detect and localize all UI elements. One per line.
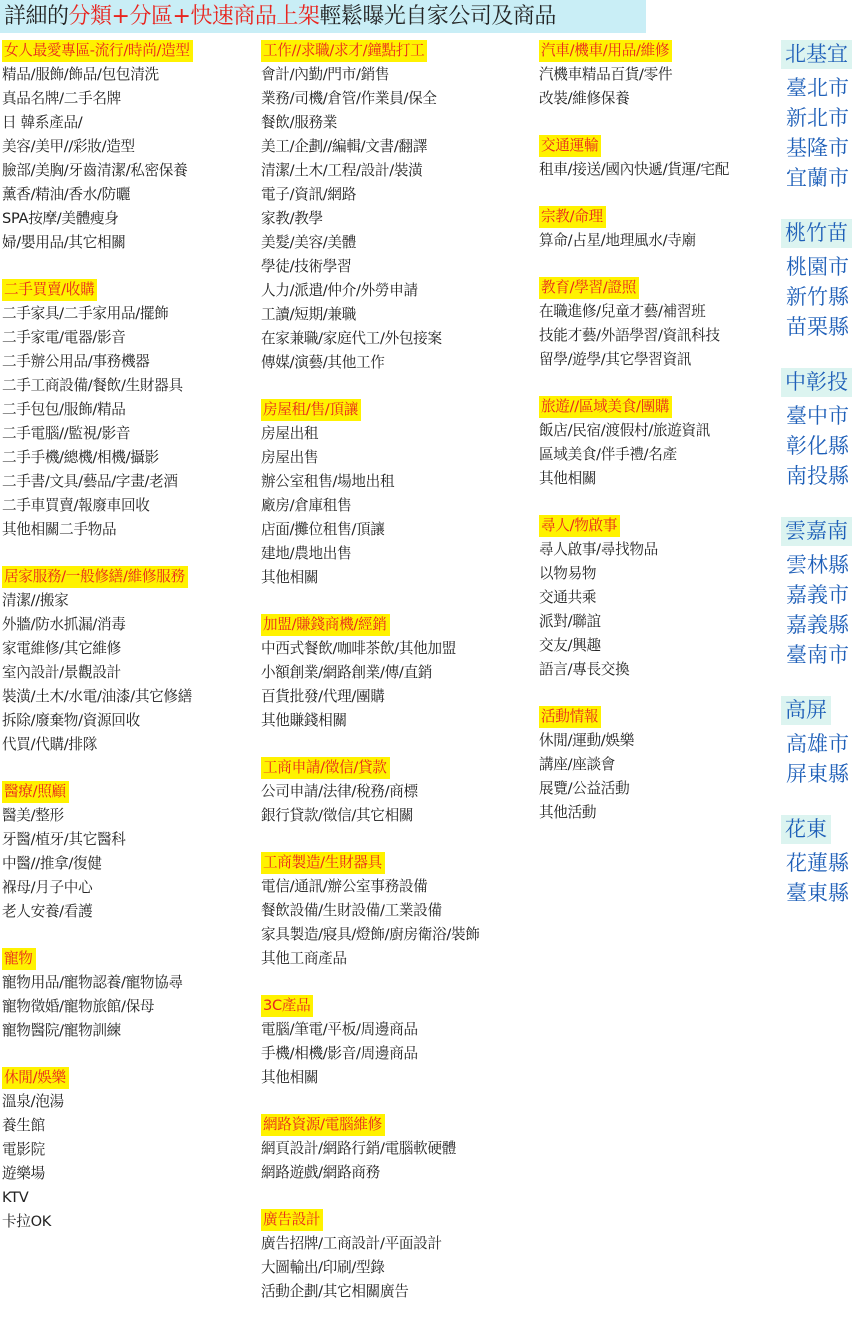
category-column-1 [2, 40, 193, 1258]
subcategory-link[interactable]: 電子/資訊/網路 [261, 186, 356, 203]
category-column-2 [261, 40, 480, 1328]
subcategory-link[interactable]: 其他活動 [539, 804, 597, 821]
subcategory-link[interactable]: 清潔/土木/工程/設計/裝潢 [261, 162, 423, 179]
region-group [781, 368, 852, 491]
region-heading-link[interactable]: 中彰投 [781, 368, 852, 397]
subcategory-link[interactable]: 婦/嬰用品/其它相關 [2, 234, 126, 251]
category-heading-link[interactable]: 寵物 [2, 948, 36, 970]
subcategory-link[interactable]: 寵物徵婚/寵物旅館/保母 [2, 998, 155, 1015]
city-link[interactable]: 臺北市 [786, 76, 849, 100]
category-section [539, 396, 729, 491]
category-section [261, 1114, 480, 1185]
category-section [2, 566, 193, 757]
city-link[interactable]: 花蓮縣 [786, 851, 849, 875]
city-link[interactable]: 彰化縣 [786, 434, 849, 458]
subcategory-link[interactable]: 在職進修/兒童才藝/補習班 [539, 303, 706, 320]
subcategory-link[interactable]: 講座/座談會 [539, 756, 616, 773]
city-link[interactable]: 南投縣 [786, 464, 849, 488]
region-heading-link[interactable]: 桃竹苗 [781, 219, 852, 248]
category-section [2, 781, 193, 924]
subcategory-link[interactable]: 餐飲/服務業 [261, 114, 338, 131]
category-section [261, 40, 480, 375]
subcategory-link[interactable]: 日 韓系產品/ [2, 114, 83, 131]
subcategory-link[interactable]: 其他相關二手物品 [2, 521, 117, 538]
subcategory-link[interactable]: 其他賺錢相關 [261, 712, 347, 729]
subcategory-link[interactable]: 家教/教學 [261, 210, 323, 227]
subcategory-link[interactable]: 二手電腦//監視/影音 [2, 425, 131, 442]
category-heading-link[interactable]: 汽車/機車/用品/維修 [539, 40, 672, 62]
subcategory-link[interactable]: 中西式餐飲/咖啡茶飲/其他加盟 [261, 640, 457, 657]
subcategory-link[interactable]: 廣告招牌/工商設計/平面設計 [261, 1235, 442, 1252]
subcategory-link[interactable]: 業務/司機/倉管/作業員/保全 [261, 90, 437, 107]
subcategory-link[interactable]: 精品/服飾/飾品/包包清洗 [2, 66, 159, 83]
category-section [539, 135, 729, 182]
subcategory-link[interactable]: 二手家具/二手家用品/擺飾 [2, 305, 169, 322]
subcategory-link[interactable]: 遊樂場 [2, 1165, 45, 1182]
region-heading-link[interactable]: 雲嘉南 [781, 517, 852, 546]
subcategory-link[interactable]: 二手家電/電器/影音 [2, 329, 126, 346]
city-link[interactable]: 雲林縣 [786, 553, 849, 577]
category-heading-link[interactable]: 旅遊//區域美食/團購 [539, 396, 672, 418]
category-section [2, 948, 193, 1043]
subcategory-link[interactable]: 二手車買賣/報廢車回收 [2, 497, 150, 514]
category-heading-link[interactable]: 醫療/照顧 [2, 781, 69, 803]
subcategory-link[interactable]: 醫美/整形 [2, 807, 64, 824]
subcategory-link[interactable]: 房屋出售 [261, 449, 319, 466]
subcategory-link[interactable]: 裝潢/土木/水電/油漆/其它修繕 [2, 688, 192, 705]
city-link[interactable]: 苗栗縣 [786, 315, 849, 339]
subcategory-link[interactable]: 工讀/短期/兼職 [261, 306, 356, 323]
subcategory-link[interactable]: 寵物用品/寵物認養/寵物協尋 [2, 974, 183, 991]
category-section [2, 1067, 193, 1234]
subcategory-link[interactable]: 二手手機/總機/相機/攝影 [2, 449, 159, 466]
subcategory-link[interactable]: 二手書/文具/藝品/字畫/老酒 [2, 473, 178, 490]
category-heading-link[interactable]: 網路資源/電腦維修 [261, 1114, 385, 1136]
city-link[interactable]: 臺東縣 [786, 881, 849, 905]
subcategory-link[interactable]: 改裝/維修保養 [539, 90, 630, 107]
city-link[interactable]: 高雄市 [786, 732, 849, 756]
category-section [539, 206, 729, 253]
subcategory-link[interactable]: 電影院 [2, 1141, 45, 1158]
subcategory-link[interactable]: 溫泉/泡湯 [2, 1093, 64, 1110]
category-heading-link[interactable]: 工商製造/生財器具 [261, 852, 385, 874]
subcategory-link[interactable]: KTV [2, 1189, 29, 1206]
subcategory-link[interactable]: 活動企劃/其它相關廣告 [261, 1283, 409, 1300]
subcategory-link[interactable]: 家電維修/其它維修 [2, 640, 121, 657]
subcategory-link[interactable]: 室內設計/景觀設計 [2, 664, 121, 681]
subcategory-link[interactable]: 二手工商設備/餐飲/生財器具 [2, 377, 183, 394]
category-heading-link[interactable]: 廣告設計 [261, 1209, 323, 1231]
subcategory-link[interactable]: 真品名牌/二手名牌 [2, 90, 121, 107]
subcategory-link[interactable]: 餐飲設備/生財設備/工業設備 [261, 902, 442, 919]
category-heading-link[interactable]: 二手買賣/收購 [2, 279, 97, 301]
subcategory-link[interactable]: 租車/接送/國內快遞/貨運/宅配 [539, 161, 729, 178]
subcategory-link[interactable]: 薰香/精油/香水/防曬 [2, 186, 131, 203]
subcategory-link[interactable]: 店面/攤位租售/頂讓 [261, 521, 385, 538]
subcategory-link[interactable]: 家具製造/寢具/燈飾/廚房衛浴/裝飾 [261, 926, 480, 943]
category-section [539, 277, 729, 372]
city-link[interactable]: 臺南市 [786, 643, 849, 667]
region-group [781, 219, 852, 342]
subcategory-link[interactable]: 網路遊戲/網路商務 [261, 1164, 380, 1181]
subcategory-link[interactable]: 算命/占星/地理風水/寺廟 [539, 232, 696, 249]
category-section [539, 515, 729, 682]
subcategory-link[interactable]: 清潔//搬家 [2, 592, 69, 609]
subcategory-link[interactable]: 公司申請/法律/稅務/商標 [261, 783, 418, 800]
subcategory-link[interactable]: 學徒/技術學習 [261, 258, 352, 275]
subcategory-link[interactable]: 傳媒/演藝/其他工作 [261, 354, 385, 371]
subcategory-link[interactable]: 廠房/倉庫租售 [261, 497, 352, 514]
category-section [261, 852, 480, 971]
category-section [261, 757, 480, 828]
subcategory-link[interactable]: SPA按摩/美體瘦身 [2, 210, 119, 227]
subcategory-link[interactable]: 辦公室租售/場地出租 [261, 473, 395, 490]
category-heading-link[interactable]: 活動情報 [539, 706, 601, 728]
region-column [781, 40, 852, 934]
subcategory-link[interactable]: 尋人啟事/尋找物品 [539, 541, 658, 558]
category-section [2, 279, 193, 542]
city-link[interactable]: 基隆市 [786, 136, 849, 160]
city-link[interactable]: 屏東縣 [786, 762, 849, 786]
subcategory-link[interactable]: 房屋出租 [261, 425, 319, 442]
category-heading-link[interactable]: 工商申請/徵信/貸款 [261, 757, 390, 779]
category-heading-link[interactable]: 教育/學習/證照 [539, 277, 639, 299]
subcategory-link[interactable]: 交通共乘 [539, 589, 597, 606]
subcategory-link[interactable]: 語言/專長交換 [539, 661, 630, 678]
category-heading-link[interactable]: 3C產品 [261, 995, 313, 1017]
region-group [781, 815, 852, 908]
subcategory-link[interactable]: 小額創業/網路創業/傳/直銷 [261, 664, 433, 681]
subcategory-link[interactable]: 老人安養/看護 [2, 903, 93, 920]
region-group [781, 40, 852, 193]
subcategory-link[interactable]: 中醫//推拿/復健 [2, 855, 102, 872]
subcategory-link[interactable]: 電信/通訊/辦公室事務設備 [261, 878, 428, 895]
city-link[interactable]: 桃園市 [786, 255, 849, 279]
category-heading-link[interactable]: 房屋租/售/頂讓 [261, 399, 361, 421]
subcategory-link[interactable]: 拆除/廢棄物/資源回收 [2, 712, 140, 729]
subcategory-link[interactable]: 以物易物 [539, 565, 597, 582]
subcategory-link[interactable]: 褓母/月子中心 [2, 879, 93, 896]
subcategory-link[interactable]: 大圖輸出/印刷/型錄 [261, 1259, 385, 1276]
category-heading-link[interactable]: 尋人/物啟事 [539, 515, 620, 537]
city-link[interactable]: 新竹縣 [786, 285, 849, 309]
category-section [539, 40, 729, 111]
subcategory-link[interactable]: 展覽/公益活動 [539, 780, 630, 797]
subcategory-link[interactable]: 人力/派遣/仲介/外勞申請 [261, 282, 418, 299]
region-heading-link[interactable]: 高屏 [781, 696, 831, 725]
banner-highlight: 分類+分區+快速商品上架 [68, 4, 320, 29]
region-heading-link[interactable]: 北基宜 [781, 40, 852, 69]
subcategory-link[interactable]: 銀行貸款/徵信/其它相關 [261, 807, 414, 824]
subcategory-link[interactable]: 美工/企劃//編輯/文書/翻譯 [261, 138, 428, 155]
subcategory-link[interactable]: 在家兼職/家庭代工/外包接案 [261, 330, 442, 347]
subcategory-link[interactable]: 養生館 [2, 1117, 45, 1134]
category-heading-link[interactable]: 工作//求職/求才/鐘點打工 [261, 40, 427, 62]
category-section [261, 614, 480, 733]
category-heading-link[interactable]: 女人最愛專區-流行/時尚/造型 [2, 40, 193, 62]
subcategory-link[interactable]: 建地/農地出售 [261, 545, 352, 562]
category-heading-link[interactable]: 宗教/命理 [539, 206, 606, 228]
subcategory-link[interactable]: 其他相關 [539, 470, 597, 487]
subcategory-link[interactable]: 會計/內勤/門市/銷售 [261, 66, 390, 83]
subcategory-link[interactable]: 臉部/美胸/牙齒清潔/私密保養 [2, 162, 188, 179]
subcategory-link[interactable]: 其他工商產品 [261, 950, 347, 967]
region-group [781, 696, 852, 789]
subcategory-link[interactable]: 外牆/防水抓漏/消毒 [2, 616, 126, 633]
subcategory-link[interactable]: 區域美食/伴手禮/名產 [539, 446, 677, 463]
subcategory-link[interactable]: 交友/興趣 [539, 637, 601, 654]
subcategory-link[interactable]: 飯店/民宿/渡假村/旅遊資訊 [539, 422, 711, 439]
subcategory-link[interactable]: 留學/遊學/其它學習資訊 [539, 351, 692, 368]
banner-prefix: 詳細的 [4, 4, 69, 29]
banner-title [4, 3, 556, 30]
subcategory-link[interactable]: 電腦/筆電/平板/周邊商品 [261, 1021, 418, 1038]
subcategory-link[interactable]: 二手包包/服飾/精品 [2, 401, 126, 418]
category-heading-link[interactable]: 居家服務/一般修繕/維修服務 [2, 566, 188, 588]
category-heading-link[interactable]: 交通運輸 [539, 135, 601, 157]
city-link[interactable]: 嘉義市 [786, 583, 849, 607]
subcategory-link[interactable]: 代買/代購/排隊 [2, 736, 97, 753]
subcategory-link[interactable]: 派對/聯誼 [539, 613, 601, 630]
subcategory-link[interactable]: 寵物醫院/寵物訓練 [2, 1022, 121, 1039]
subcategory-link[interactable]: 網頁設計/網路行銷/電腦軟硬體 [261, 1140, 457, 1157]
subcategory-link[interactable]: 汽機車精品百貨/零件 [539, 66, 673, 83]
category-section [2, 40, 193, 255]
subcategory-link[interactable]: 卡拉OK [2, 1213, 52, 1230]
city-link[interactable]: 嘉義縣 [786, 613, 849, 637]
subcategory-link[interactable]: 其他相關 [261, 1069, 319, 1086]
category-section [261, 995, 480, 1090]
subcategory-link[interactable]: 百貨批發/代理/團購 [261, 688, 385, 705]
city-link[interactable]: 宜蘭市 [786, 166, 849, 190]
subcategory-link[interactable]: 其他相關 [261, 569, 319, 586]
category-column-3 [539, 40, 729, 849]
category-heading-link[interactable]: 休閒/娛樂 [2, 1067, 69, 1089]
banner-suffix: 輕鬆曝光自家公司及商品 [319, 4, 556, 29]
region-heading-link[interactable]: 花東 [781, 815, 831, 844]
category-section [261, 1209, 480, 1304]
category-heading-link[interactable]: 加盟/賺錢商機/經銷 [261, 614, 390, 636]
city-link[interactable]: 新北市 [786, 106, 849, 130]
region-group [781, 517, 852, 670]
subcategory-link[interactable]: 手機/相機/影音/周邊商品 [261, 1045, 418, 1062]
top-banner [0, 0, 646, 33]
city-link[interactable]: 臺中市 [786, 404, 849, 428]
subcategory-link[interactable]: 二手辦公用品/事務機器 [2, 353, 150, 370]
subcategory-link[interactable]: 牙醫/植牙/其它醫科 [2, 831, 126, 848]
subcategory-link[interactable]: 美髮/美容/美體 [261, 234, 356, 251]
subcategory-link[interactable]: 美容/美甲//彩妝/造型 [2, 138, 135, 155]
subcategory-link[interactable]: 技能才藝/外語學習/資訊科技 [539, 327, 720, 344]
category-section [539, 706, 729, 825]
subcategory-link[interactable]: 休閒/運動/娛樂 [539, 732, 634, 749]
category-section [261, 399, 480, 590]
